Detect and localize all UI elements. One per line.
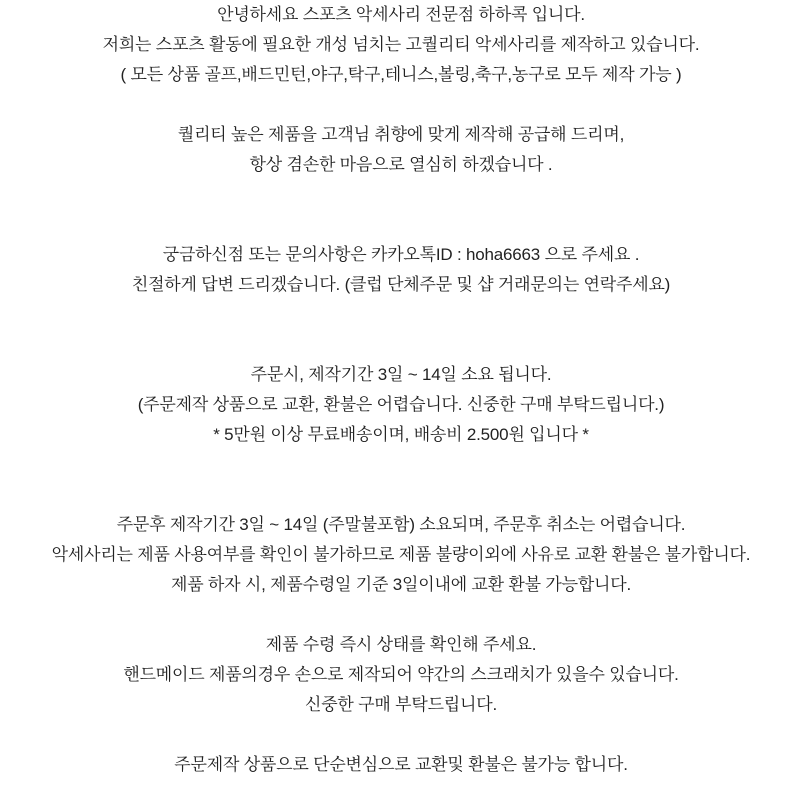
greeting-line: 저희는 스포츠 활동에 필요한 개성 넘치는 고퀄리티 악세사리를 제작하고 있습니다. [102,35,700,54]
greeting-line: 안녕하세요 스포츠 악세사리 전문점 하하콕 입니다. [217,5,585,24]
order-info-line: 주문시, 제작기간 3일 ~ 14일 소요 됩니다. [250,365,552,384]
inspection-notice-line: 핸드메이드 제품의경우 손으로 제작되어 약간의 스크래치가 있을수 있습니다. [123,665,679,684]
section-final-notice [0,750,802,780]
section-order-info [0,360,802,450]
contact-line: 궁금하신점 또는 문의사항은 카카오톡ID : hoha6663 으로 주세요 . [162,245,640,264]
order-info-line: * 5만원 이상 무료배송이며, 배송비 2.500원 입니다 * [213,425,589,444]
exchange-policy-line: 주문후 제작기간 3일 ~ 14일 (주말불포함) 소요되며, 주문후 취소는 어렵습니다. [116,515,686,534]
exchange-policy-line: 악세사리는 제품 사용여부를 확인이 불가하므로 제품 불량이외에 사유로 교환 환불은 불가합니다. [51,545,751,564]
greeting-line: ( 모든 상품 골프,배드민턴,야구,탁구,테니스,볼링,축구,농구로 모두 제작 가능 ) [120,65,682,84]
inspection-notice-line: 제품 수령 즉시 상태를 확인해 주세요. [265,635,537,654]
exchange-policy-line: 제품 하자 시, 제품수령일 기준 3일이내에 교환 환불 가능합니다. [170,575,632,594]
section-contact [0,240,802,300]
quality-promise-line: 퀄리티 높은 제품을 고객님 취향에 맞게 제작해 공급해 드리며, [177,125,625,144]
contact-line: 친절하게 답변 드리겠습니다. (클럽 단체주문 및 샵 거래문의는 연락주세요) [131,275,671,294]
section-exchange-policy [0,510,802,600]
final-notice-line: 주문제작 상품으로 단순변심으로 교환및 환불은 불가능 합니다. [174,755,628,774]
section-quality-promise [0,120,802,180]
section-greeting [0,0,802,90]
inspection-notice-line: 신중한 구매 부탁드립니다. [304,695,497,714]
quality-promise-line: 항상 겸손한 마음으로 열심히 하겠습니다 . [249,155,553,174]
section-inspection-notice [0,630,802,720]
order-info-line: (주문제작 상품으로 교환, 환불은 어렵습니다. 신중한 구매 부탁드립니다.) [137,395,665,414]
